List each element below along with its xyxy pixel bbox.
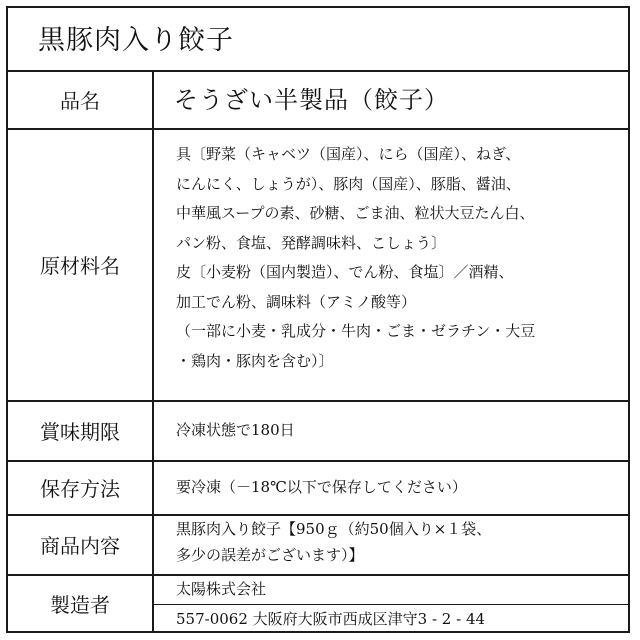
storage-label: 保存方法 — [40, 476, 120, 501]
contents-line: 黒豚肉入り餃子【950ｇ（約50個入り×１袋、 — [176, 520, 492, 538]
product-title: 黒豚肉入り餃子 — [38, 25, 234, 56]
column-divider — [152, 70, 154, 631]
ingredients-line: パン粉、食塩、発酵調味料、こしょう〕 — [176, 233, 447, 252]
contents-line: 多少の誤差がございます）】 — [176, 546, 364, 564]
ingredients-line: 皮〔小麦粉（国内製造）、でん粉、食塩〕／酒精、 — [176, 263, 514, 281]
contents-value — [176, 516, 618, 568]
manufacturer-address: 557-0062 大阪府大阪市西成区津守3 - 2 - 44 — [176, 610, 486, 628]
ingredients-line: 中華風スープの素、砂糖、ごま油、粒状大豆たん白、 — [176, 204, 535, 222]
ingredients-list — [176, 140, 618, 376]
contents-label: 商品内容 — [40, 533, 120, 558]
best-before-value: 冷凍状態で180日 — [176, 421, 295, 439]
manufacturer-label: 製造者 — [50, 592, 110, 617]
ingredients-line: 加工でん粉、調味料（アミノ酸等） — [176, 292, 417, 311]
manufacturer-name: 太陽株式会社 — [176, 580, 267, 598]
ingredients-line: ・鶏肉・豚肉を含む）〕 — [176, 351, 334, 370]
storage-value: 要冷凍（－18℃以下で保存してください） — [176, 478, 467, 496]
best-before-label: 賞味期限 — [40, 419, 120, 444]
ingredients-line: にんにく、しょうが）、豚肉（国産）、豚脂、醤油、 — [176, 174, 521, 193]
ingredients-line: 具〔野菜（キャベツ（国産）、にら（国産）、ねぎ、 — [176, 145, 521, 163]
ingredients-label: 原材料名 — [40, 253, 120, 278]
product-name-label: 品名 — [60, 88, 100, 113]
product-name-value: そうざい半製品（餃子） — [174, 86, 449, 114]
ingredients-line: （一部に小麦・乳成分・牛肉・ごま・ゼラチン・大豆 — [176, 322, 536, 340]
food-label — [6, 6, 630, 633]
